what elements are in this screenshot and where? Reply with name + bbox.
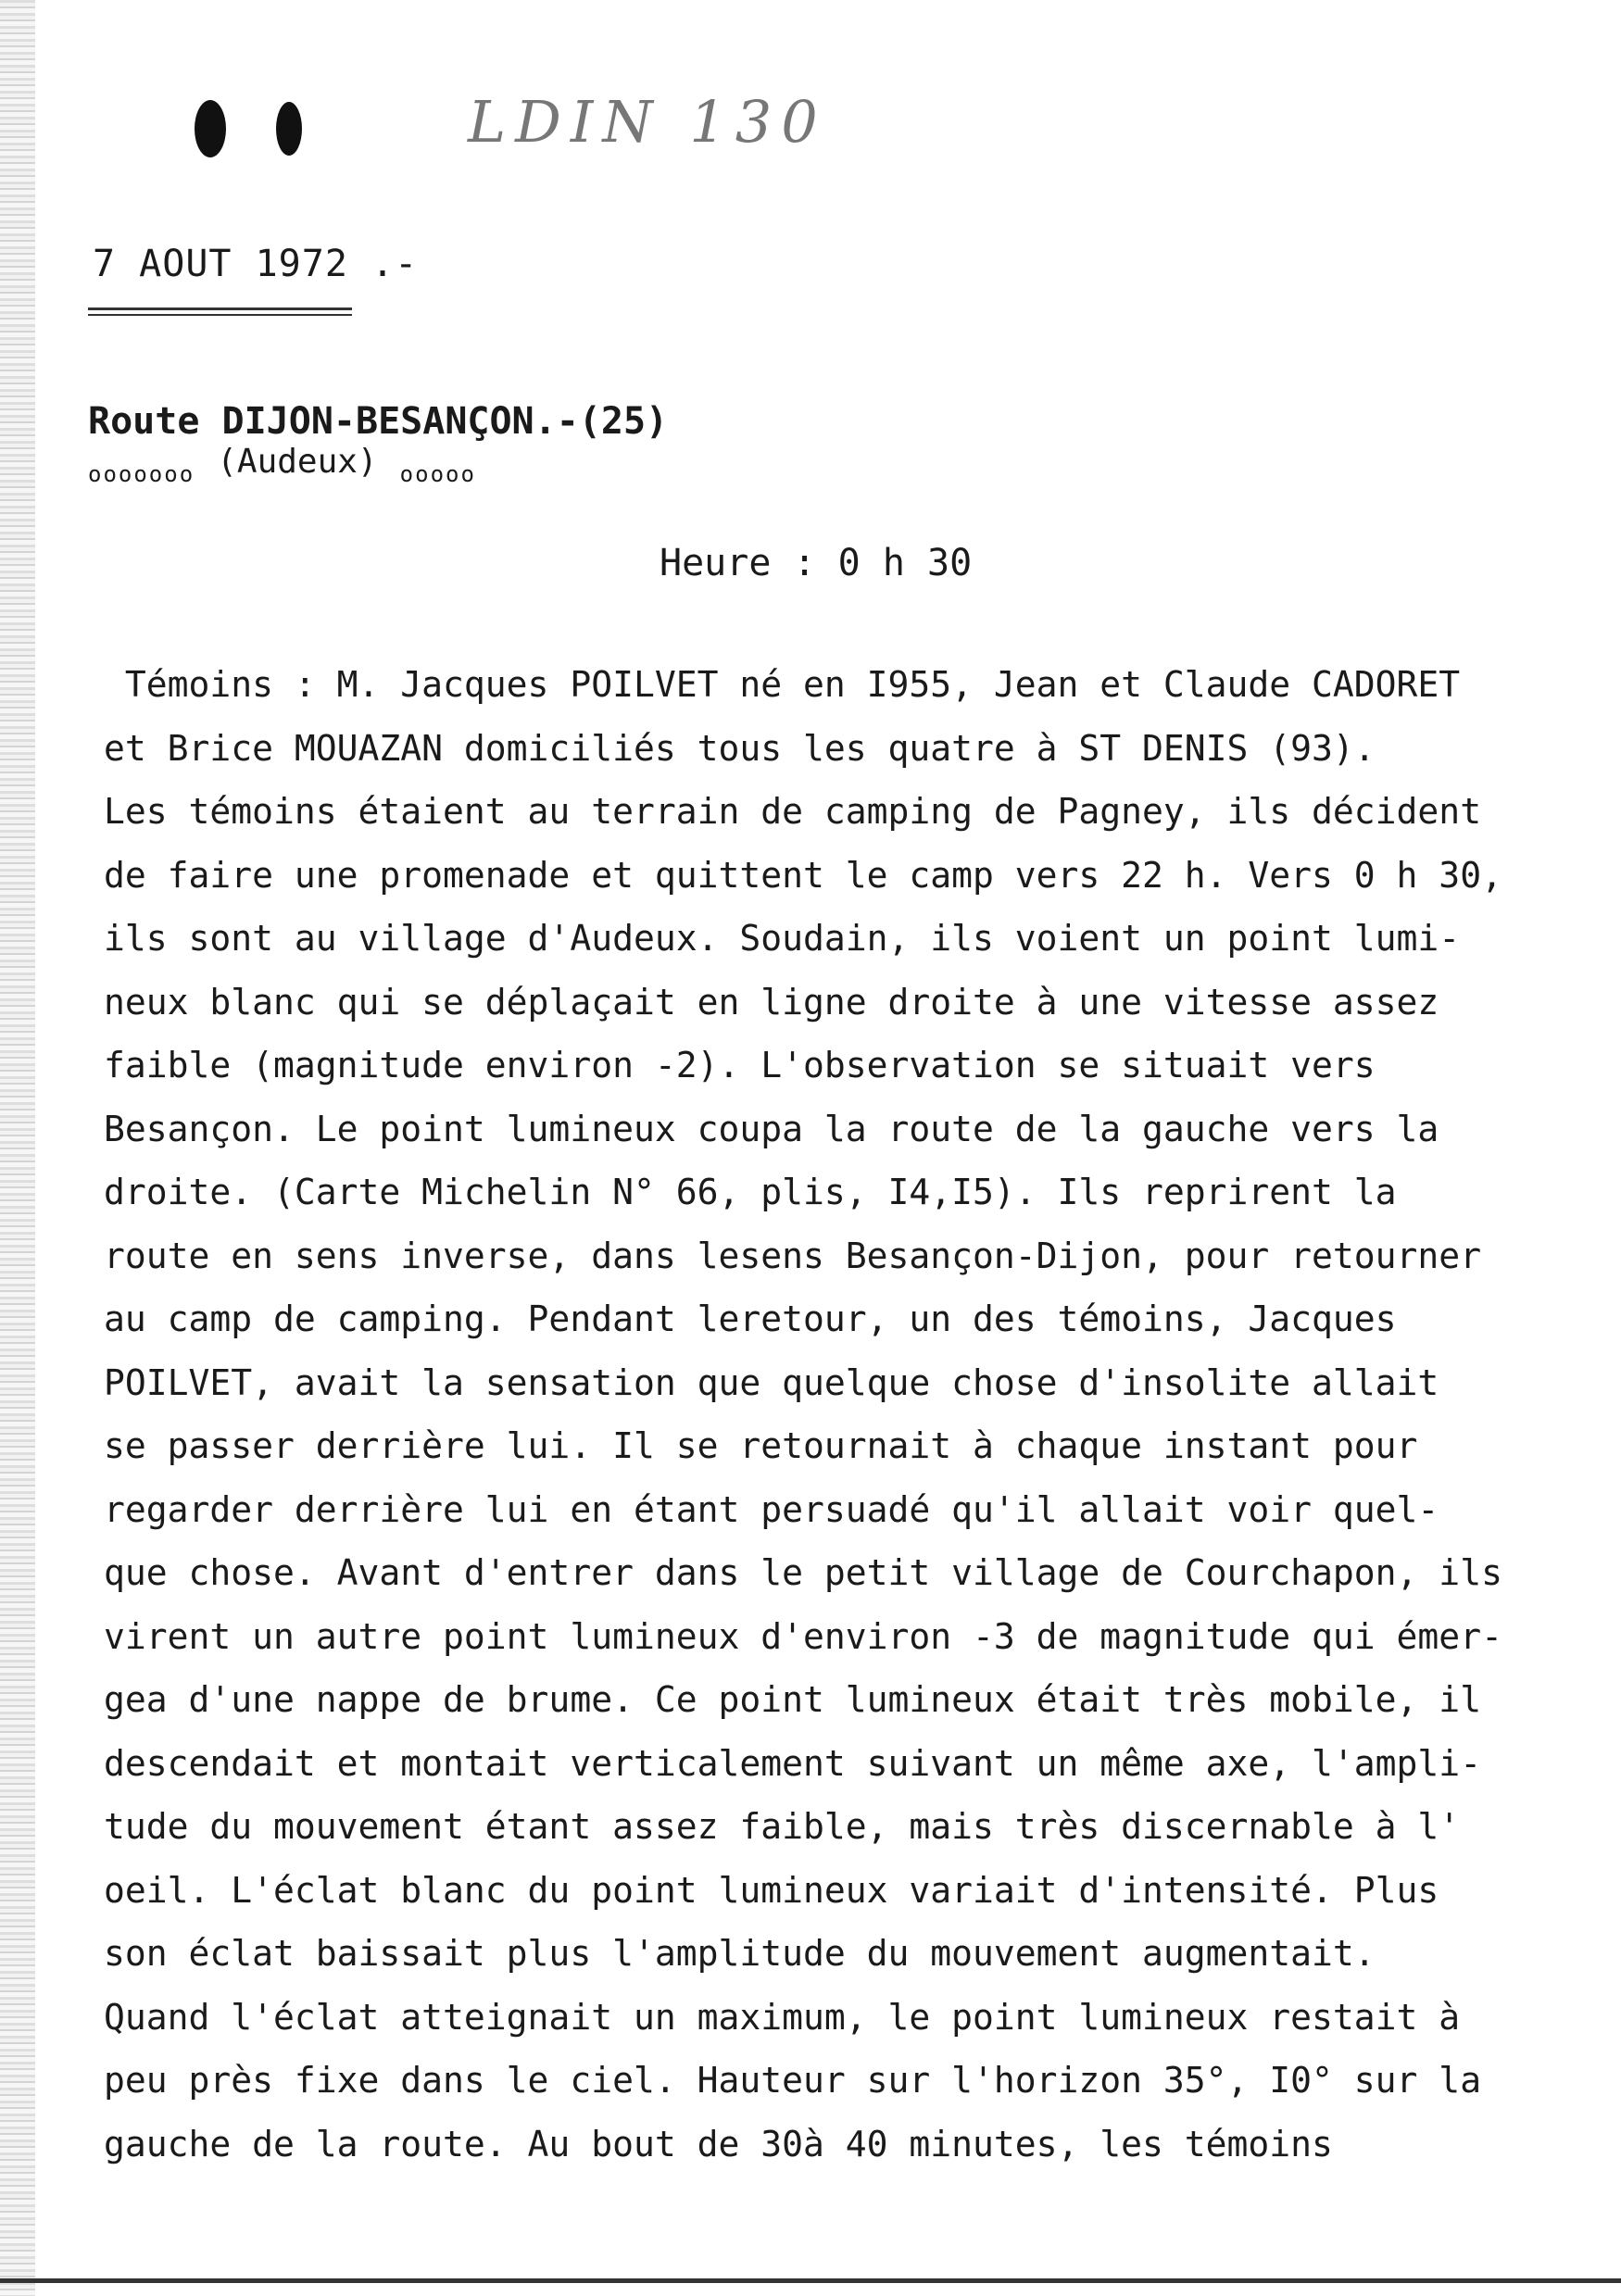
time-line: Heure : 0 h 30 xyxy=(660,542,973,584)
place-name: (Audeux) xyxy=(217,443,378,481)
place-line xyxy=(88,443,476,490)
body-line: tude du mouvement étant assez faible, mais très discernable à l' xyxy=(104,1806,1461,1847)
body-line: Quand l'éclat atteignait un maximum, le point lumineux restait à xyxy=(104,1996,1461,2038)
body-line: gea d'une nappe de brume. Ce point lumineux était très mobile, il xyxy=(104,1679,1482,1720)
body-line: descendait et montait verticalement suivant un même axe, l'ampli- xyxy=(104,1742,1482,1784)
body-line: gauche de la route. Au bout de 30à 40 minutes, les témoins xyxy=(104,2123,1333,2164)
body-line: de faire une promenade et quittent le camp vers 22 h. Vers 0 h 30, xyxy=(104,854,1502,896)
body-line: droite. (Carte Michelin N° 66, plis, I4,I5). Ils reprirent la xyxy=(104,1172,1397,1212)
body-line: virent un autre point lumineux d'environ -3 de magnitude qui émer- xyxy=(104,1615,1502,1657)
body-line: oeil. L'éclat blanc du point lumineux variait d'intensité. Plus xyxy=(104,1869,1439,1911)
body-line: au camp de camping. Pendant leretour, un des témoins, Jacques xyxy=(104,1299,1397,1339)
page-bottom-rule xyxy=(0,2278,1621,2283)
scan-edge xyxy=(0,0,35,2296)
body-line: Témoins : M. Jacques POILVET né en I955, Jean et Claude CADORET xyxy=(104,664,1461,705)
route-heading: Route DIJON-BESANÇON.-(25) xyxy=(88,400,669,443)
body-line: POILVET, avait la sensation que quelque chose d'insolite allait xyxy=(104,1361,1439,1403)
body-line: que chose. Avant d'entrer dans le petit village de Courchapon, ils xyxy=(104,1552,1502,1593)
body-line: Besançon. Le point lumineux coupa la route de la gauche vers la xyxy=(104,1108,1439,1149)
punch-hole xyxy=(195,100,226,157)
body-line: peu près fixe dans le ciel. Hauteur sur l'horizon 35°, I0° sur la xyxy=(104,2060,1482,2101)
body-line: regarder derrière lui en étant persuadé qu'il allait voir quel- xyxy=(104,1488,1439,1530)
dots-right: ooooo xyxy=(399,461,476,487)
date-underline xyxy=(88,307,352,316)
body-line: se passer derrière lui. Il se retournait à chaque instant pour xyxy=(104,1425,1418,1466)
dots-left: ooooooo xyxy=(88,461,195,487)
body-line: neux blanc qui se déplaçait en ligne droite à une vitesse assez xyxy=(104,981,1439,1023)
body-line: Les témoins étaient au terrain de camping de Pagney, ils décident xyxy=(104,791,1482,832)
body-line: ils sont au village d'Audeux. Soudain, ils voient un point lumi- xyxy=(104,918,1461,959)
body-line: route en sens inverse, dans lesens Besançon-Dijon, pour retourner xyxy=(104,1235,1482,1276)
body-line: et Brice MOUAZAN domiciliés tous les quatre à ST DENIS (93). xyxy=(104,727,1376,769)
body-line: son éclat baissait plus l'amplitude du mouvement augmentait. xyxy=(104,1933,1376,1974)
report-body xyxy=(104,653,1549,2176)
body-line: faible (magnitude environ -2). L'observation se situait vers xyxy=(104,1045,1376,1085)
document-date: 7 AOUT 1972 .- xyxy=(93,243,419,285)
punch-hole xyxy=(276,102,302,156)
handwritten-reference: LDIN 130 xyxy=(468,88,827,156)
